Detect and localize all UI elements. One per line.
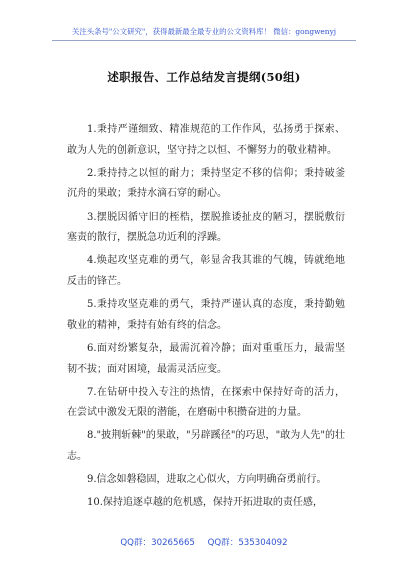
footer-qq-group-2: QQ群：535304092 — [207, 538, 288, 548]
list-item: 4.焕起攻坚克难的勇气，彰显舍我其谁的气魄，铸就绝地反击的锋芒。 — [67, 255, 345, 287]
list-item: 8."披荆斩棘"的果敢，"另辟蹊径"的巧思，"敢为人先"的壮志。 — [67, 430, 345, 463]
list-item: 6.面对纷繁复杂，最需沉着冷静；面对重重压力，最需坚韧不拔；面对困境，最需灵活应变。 — [67, 342, 345, 375]
list-item: 10.保持追逐卓越的危机感，保持开拓进取的责任感， — [87, 497, 323, 509]
list-item: 1.秉持严谨细致、精准规范的工作作风，弘扬勇于探索、敢为人先的创新意识，坚守持之以恒、不懈努力的敬业精神。 — [67, 124, 345, 156]
list-item: 3.摆脱因循守旧的桎梏，摆脱推诿扯皮的陋习，摆脱敷衍塞责的散行，摆脱急功近利的浮躁。 — [67, 211, 345, 244]
list-item: 7.在钻研中投入专注的热情，在探索中保持好奇的活力，在尝试中激发无限的潜能，在磨砺中积攒奋进的力量。 — [67, 386, 345, 419]
header-divider — [52, 40, 356, 41]
list-item: 9.信念如磐稳固，进取之心似火，方向明确奋勇前行。 — [87, 474, 327, 486]
list-item: 2.秉持持之以恒的耐力；秉持坚定不移的信仰；秉持破釜沉舟的果敢；秉持水滴石穿的耐心。 — [67, 167, 345, 200]
item-list — [67, 120, 345, 517]
header-banner: 关注头条号"公文研究"，获得最新最全最专业的公文资料库！ 微信：gongwenyj — [71, 27, 337, 36]
footer-qq-group-1: QQ群：30265665 — [120, 538, 195, 548]
document-title: 述职报告、工作总结发言提纲(50组) — [107, 70, 301, 84]
list-item: 5.秉持攻坚克难的勇气，秉持严谨认真的态度，秉持勤勉敬业的精神，秉持有始有终的信念。 — [67, 299, 345, 331]
footer — [0, 536, 408, 548]
